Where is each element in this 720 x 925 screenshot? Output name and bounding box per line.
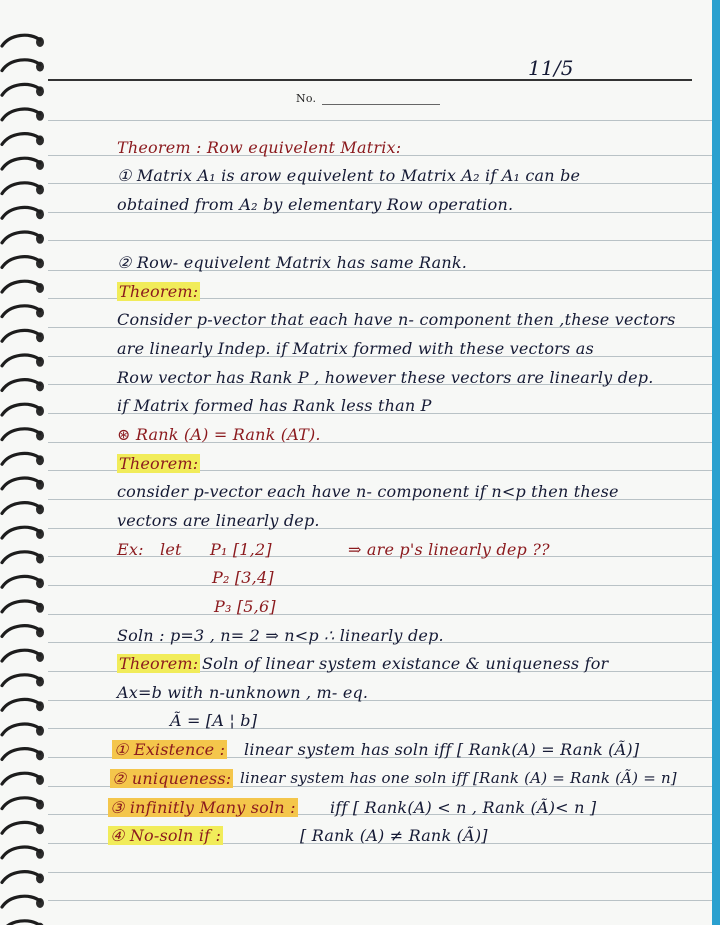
binding-ring <box>2 626 40 637</box>
no-solution-condition: [ Rank (A) ≠ Rank (Ã)] <box>300 826 488 845</box>
binding-ring <box>2 183 40 194</box>
theorem-2-line-3: Row vector has Rank P , however these vectors are linearly dep. <box>117 368 654 387</box>
uniqueness-label: ② uniqueness: <box>112 769 232 788</box>
binding-ring <box>2 158 40 169</box>
spiral-binding <box>0 0 60 925</box>
example-question: ⇒ are p's linearly dep ?? <box>348 540 550 559</box>
theorem-1-point-2: ② Row- equivelent Matrix has same Rank. <box>117 253 468 272</box>
binding-ring <box>2 527 40 538</box>
rank-transpose-note: ⊛ Rank (A) = Rank (AT). <box>117 425 321 444</box>
page-date: 11/5 <box>528 56 574 80</box>
binding-ring <box>2 822 40 833</box>
binding-ring <box>2 552 40 563</box>
theorem-4-title: Theorem: <box>119 654 199 673</box>
binding-ring <box>2 232 40 243</box>
binding-ring <box>2 650 40 661</box>
binding-ring <box>2 921 40 925</box>
binding-ring <box>2 699 40 710</box>
binding-ring <box>2 109 40 120</box>
binding-ring <box>2 134 40 145</box>
theorem-1-line-1: ① Matrix A₁ is arow equivelent to Matrix A₂ if A₁ can be <box>117 166 581 185</box>
example-p1: P₁ [1,2] <box>210 540 272 559</box>
theorem-4-line-1: Soln of linear system existance & uniqueness for <box>202 654 609 673</box>
binding-ring <box>2 281 40 292</box>
binding-ring <box>2 724 40 735</box>
theorem-3-line-1: consider p-vector each have n- component if n<p then these <box>117 482 619 501</box>
theorem-3-line-2: vectors are linearly dep. <box>117 511 320 530</box>
example-p2: P₂ [3,4] <box>212 568 274 587</box>
binding-ring <box>2 380 40 391</box>
page-number-line <box>322 104 440 105</box>
binding-ring <box>2 60 40 71</box>
example-label: Ex: <box>117 540 144 559</box>
theorem-2-line-2: are linearly Indep. if Matrix formed with these vectors as <box>117 339 594 358</box>
binding-ring <box>2 453 40 464</box>
binding-ring <box>2 478 40 489</box>
binding-ring <box>2 355 40 366</box>
binding-ring <box>2 306 40 317</box>
infinitely-many-condition: iff [ Rank(A) < n , Rank (Ã)< n ] <box>330 798 597 817</box>
example-solution: Soln : p=3 , n= 2 ⇒ n<p ∴ linearly dep. <box>117 626 444 645</box>
page-edge <box>712 0 720 925</box>
binding-ring <box>2 404 40 415</box>
binding-ring <box>2 84 40 95</box>
uniqueness-condition: linear system has one soln iff [Rank (A) = Rank (Ã) = n] <box>240 769 677 787</box>
binding-ring <box>2 257 40 268</box>
no-solution-label: ④ No-soln if : <box>110 826 222 845</box>
theorem-3-title: Theorem: <box>119 454 199 473</box>
binding-ring <box>2 896 40 907</box>
binding-ring <box>2 675 40 686</box>
theorem-2-line-4: if Matrix formed has Rank less than P <box>117 396 432 415</box>
binding-ring <box>2 749 40 760</box>
binding-ring <box>2 35 40 46</box>
augmented-matrix: Ã = [A ¦ b] <box>170 711 258 730</box>
existence-condition: linear system has soln iff [ Rank(A) = Rank (Ã)] <box>244 740 640 759</box>
binding-ring <box>2 872 40 883</box>
binding-ring <box>2 847 40 858</box>
header-line <box>48 79 692 81</box>
binding-ring <box>2 576 40 587</box>
binding-ring <box>2 330 40 341</box>
example-let: let <box>160 540 182 559</box>
existence-label: ① Existence : <box>114 740 226 759</box>
binding-ring <box>2 207 40 218</box>
theorem-1-title: Theorem : Row equivelent Matrix: <box>117 138 402 157</box>
theorem-4-line-2: Ax=b with n-unknown , m- eq. <box>117 683 369 702</box>
binding-ring <box>2 773 40 784</box>
theorem-2-line-1: Consider p-vector that each have n- component then ,these vectors <box>117 310 676 329</box>
binding-ring <box>2 798 40 809</box>
theorem-2-title: Theorem: <box>119 282 199 301</box>
binding-ring <box>2 429 40 440</box>
binding-ring <box>2 601 40 612</box>
theorem-1-line-2: obtained from A₂ by elementary Row operation. <box>117 195 514 214</box>
infinitely-many-label: ③ infinitly Many soln : <box>110 798 296 817</box>
page-number-label: No. <box>296 92 317 105</box>
binding-ring <box>2 503 40 514</box>
example-p3: P₃ [5,6] <box>214 597 276 616</box>
